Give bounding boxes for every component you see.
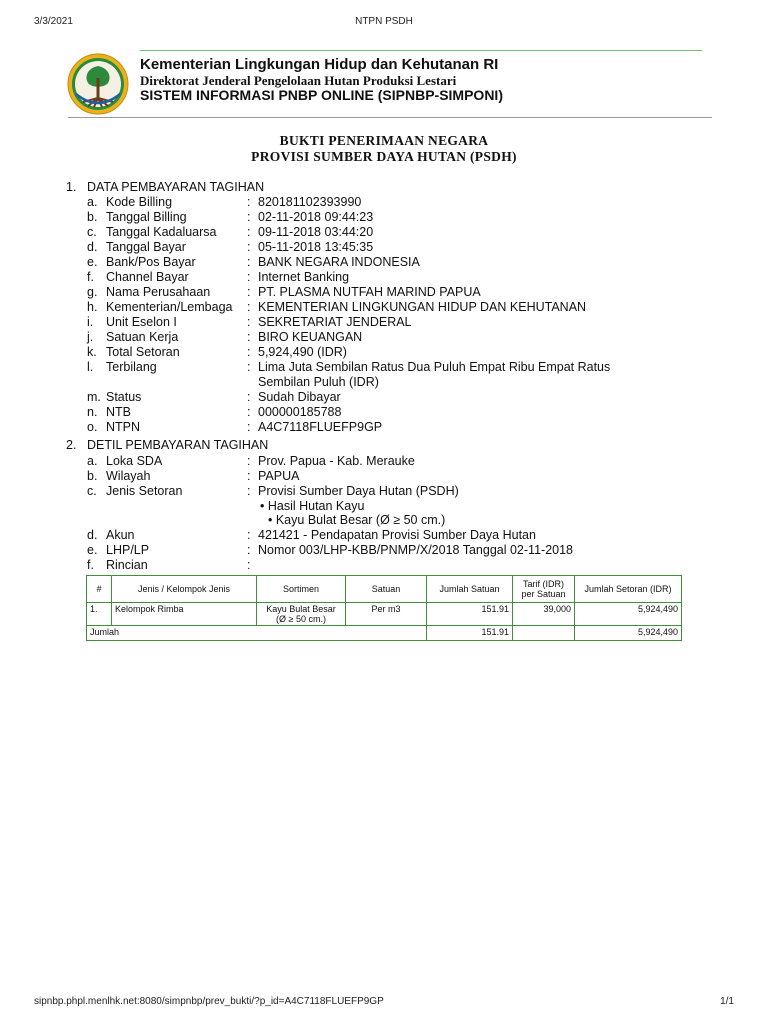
field-value: 820181102393990 [258,195,362,209]
field-letter: k. [87,345,97,359]
field-colon: : [247,240,251,254]
section-number: 1. [66,180,77,194]
field-label: Channel Bayar [106,270,189,284]
field-label: Bank/Pos Bayar [106,255,196,269]
field-value: KEMENTERIAN LINGKUNGAN HIDUP DAN KEHUTANAN [258,300,587,314]
field-label: Satuan Kerja [106,330,179,344]
total-jumlah-setoran: 5,924,490 [575,626,682,641]
field-value: PAPUA [258,469,300,483]
field-label: Tanggal Kadaluarsa [106,225,217,239]
table-header: Satuan [346,576,427,603]
table-header: Jumlah Satuan [427,576,513,603]
field-value: 09-11-2018 03:44:20 [258,225,374,239]
total-tarif-empty [513,626,575,641]
field-label: Tanggal Billing [106,210,187,224]
field-value: Sudah Dibayar [258,390,341,404]
field-letter: i. [87,315,94,329]
field-label: Nama Perusahaan [106,285,211,299]
print-title: NTPN PSDH [355,16,413,27]
total-jumlah-satuan: 151.91 [427,626,513,641]
field-label: Jenis Setoran [106,484,183,498]
cell-sortimen: Kayu Bulat Besar (Ø ≥ 50 cm.) [257,603,346,626]
print-date: 3/3/2021 [34,16,73,27]
field-colon: : [247,360,251,374]
table-header-row [87,576,682,603]
field-label: NTPN [106,420,141,434]
field-value: BIRO KEUANGAN [258,330,363,344]
field-label: Unit Eselon I [106,315,177,329]
field-letter: f. [87,558,94,572]
table-header: Jumlah Setoran (IDR) [575,576,682,603]
field-label: Tanggal Bayar [106,240,186,254]
table-header: # [87,576,112,603]
field-colon: : [247,330,251,344]
field-value: SEKRETARIAT JENDERAL [258,315,412,329]
field-label: Wilayah [106,469,151,483]
section-title: DETIL PEMBAYARAN TAGIHAN [87,438,269,452]
document-title: BUKTI PENERIMAAN NEGARA [279,133,489,148]
field-colon: : [247,255,251,269]
field-letter: l. [87,360,94,374]
field-letter: h. [87,300,98,314]
field-value: A4C7118FLUEFP9GP [258,420,383,434]
field-letter: b. [87,210,98,224]
cell-jenis: Kelompok Rimba [112,603,257,626]
field-letter: m. [87,390,101,404]
jenis-sub-item: • Hasil Hutan Kayu [260,499,365,513]
print-footer [34,996,734,1010]
field-letter: a. [87,454,98,468]
field-letter: d. [87,240,98,254]
field-label: Terbilang [106,360,157,374]
field-colon: : [247,195,251,209]
table-row [87,603,682,626]
field-value: BANK NEGARA INDONESIA [258,255,420,269]
klhk-logo-icon [66,52,130,116]
ministry-name: Kementerian Lingkungan Hidup dan Kehutanan RI [140,56,499,73]
table-header: Sortimen [257,576,346,603]
field-letter: f. [87,270,94,284]
field-letter: e. [87,543,98,557]
field-colon: : [247,285,251,299]
section-number: 2. [66,438,77,452]
rincian-table-wrapper [86,575,682,641]
field-colon: : [247,315,251,329]
table-header: Tarif (IDR) per Satuan [513,576,575,603]
cell-jumlah-satuan: 151.91 [427,603,513,626]
field-value: Provisi Sumber Daya Hutan (PSDH) [258,484,459,498]
print-url: sipnbp.phpl.menlhk.net:8080/simpnbp/prev_bukti/?p_id=A4C7118FLUEFP9GP [34,996,384,1007]
field-colon: : [247,270,251,284]
cell-satuan: Per m3 [346,603,427,626]
field-label: NTB [106,405,131,419]
field-colon: : [247,420,251,434]
header-divider [68,117,712,118]
header-top-line [140,50,702,51]
field-colon: : [247,484,251,498]
field-colon: : [247,558,251,572]
cell-tarif: 39,000 [513,603,575,626]
field-colon: : [247,528,251,542]
print-header [34,16,734,30]
field-letter: g. [87,285,98,299]
field-colon: : [247,225,251,239]
field-letter: o. [87,420,98,434]
field-value: Prov. Papua - Kab. Merauke [258,454,415,468]
field-colon: : [247,405,251,419]
field-value: Internet Banking [258,270,350,284]
field-label: Loka SDA [106,454,163,468]
field-colon: : [247,469,251,483]
system-name: SISTEM INFORMASI PNBP ONLINE (SIPNBP-SIMPONI) [140,87,503,103]
section-title: DATA PEMBAYARAN TAGIHAN [87,180,265,194]
field-value: Lima Juta Sembilan Ratus Dua Puluh Empat Ribu Empat Ratus Sembilan Puluh (IDR) [258,360,611,389]
field-value: 02-11-2018 09:44:23 [258,210,374,224]
field-value: Nomor 003/LHP-KBB/PNMP/X/2018 Tanggal 02-11-2018 [258,543,573,557]
rincian-table [86,575,682,641]
field-colon: : [247,390,251,404]
cell-no: 1. [87,603,112,626]
field-letter: j. [87,330,94,344]
field-letter: c. [87,484,97,498]
field-letter: b. [87,469,98,483]
field-value: PT. PLASMA NUTFAH MARIND PAPUA [258,285,481,299]
field-label: Kode Billing [106,195,173,209]
field-label: Akun [106,528,135,542]
field-label: Kementerian/Lembaga [106,300,233,314]
field-letter: c. [87,225,97,239]
field-colon: : [247,454,251,468]
document-subtitle: PROVISI SUMBER DAYA HUTAN (PSDH) [251,149,517,164]
field-label: Total Setoran [106,345,180,359]
table-header: Jenis / Kelompok Jenis [112,576,257,603]
field-colon: : [247,300,251,314]
field-value: 000000185788 [258,405,342,419]
total-label: Jumlah [87,626,427,641]
field-label: Rincian [106,558,148,572]
field-value: 421421 - Pendapatan Provisi Sumber Daya Hutan [258,528,536,542]
field-label: LHP/LP [106,543,150,557]
field-letter: e. [87,255,98,269]
field-value: 5,924,490 (IDR) [258,345,347,359]
field-colon: : [247,543,251,557]
field-letter: d. [87,528,98,542]
print-page-number: 1/1 [720,996,734,1007]
field-value: 05-11-2018 13:45:35 [258,240,374,254]
directorate-name: Direktorat Jenderal Pengelolaan Hutan Produksi Lestari [140,73,457,88]
field-colon: : [247,345,251,359]
field-letter: n. [87,405,98,419]
cell-jumlah-setoran: 5,924,490 [575,603,682,626]
field-label: Status [106,390,142,404]
table-total-row [87,626,682,641]
jenis-sub-sub-item: • Kayu Bulat Besar (Ø ≥ 50 cm.) [268,513,446,527]
field-letter: a. [87,195,98,209]
field-colon: : [247,210,251,224]
